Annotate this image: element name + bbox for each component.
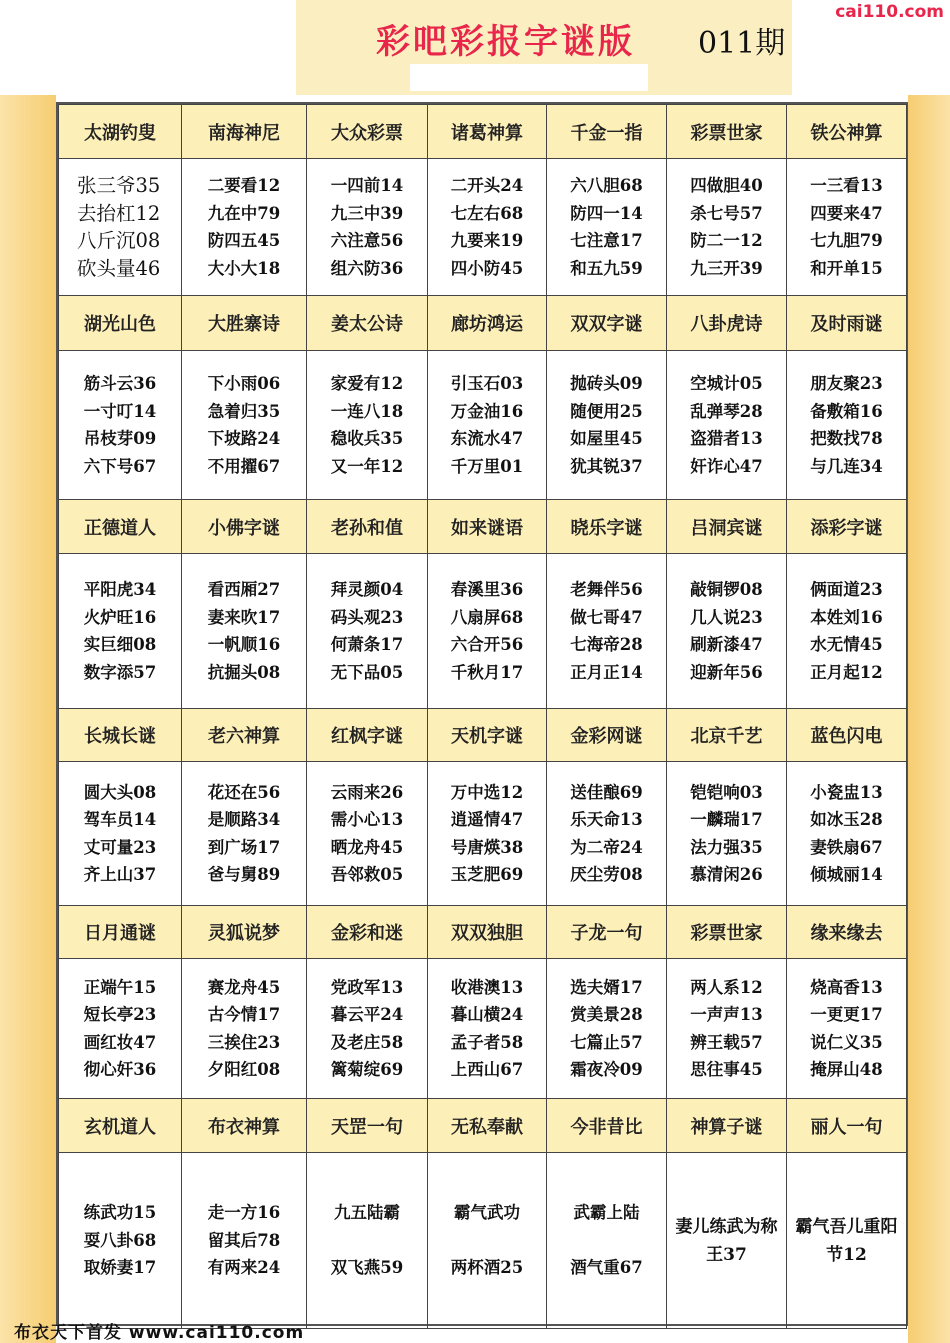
clue-line: 双飞燕59 [330,1258,404,1278]
clue-line: 妻儿练武为称王37 [675,1216,778,1265]
clue-cell [182,554,307,709]
clue-line: 上西山67 [450,1060,524,1079]
author-header: 诸葛神算 [428,105,547,159]
author-header: 天机字谜 [428,709,547,762]
clue-line: 花还在56 [207,782,281,802]
clue-line: 妻来吹17 [207,607,281,627]
footer-credit: 布衣天下首发 www.cai110.com [14,1323,305,1343]
clue-line: 慕清闲26 [690,865,763,884]
clue-line: 一帆顺16 [207,635,281,654]
section-clue-row [59,554,907,709]
clue-cell [59,959,182,1099]
clue-line: 小瓷盅13 [810,782,883,802]
clue-cell [428,1153,547,1329]
clue-line: 吊枝芽09 [83,429,157,448]
clue-line: 东流水47 [450,429,524,448]
clue-line: 一连八18 [330,401,404,421]
clue-line: 三挨住23 [207,1032,281,1052]
clue-line: 刷新漆47 [690,635,763,654]
clue-line: 本姓刘16 [810,607,883,627]
clue-line: 倾城丽14 [810,865,883,884]
author-header: 吕洞宾谜 [667,500,787,554]
clue-line: 正端午15 [83,977,157,997]
section-header-row [59,1099,907,1153]
clue-line: 暮云平24 [330,1005,404,1024]
clue-line: 两人系12 [690,977,763,997]
clue-cell [547,959,667,1099]
clue-line [311,1227,423,1255]
clue-line: 到广场17 [207,837,281,857]
clue-line: 几人说23 [690,607,763,627]
clue-line: 拜灵颜04 [330,580,404,599]
clue-line: 和五九59 [570,258,643,278]
clue-line: 迎新年56 [690,662,763,682]
clue-line: 又一年12 [330,456,404,476]
clue-line: 乐天命13 [570,810,643,829]
clue-line: 齐上山37 [83,865,157,884]
header-banner [296,0,792,95]
author-header: 蓝色闪电 [787,709,907,762]
clue-line: 法力强35 [690,837,763,857]
clue-line: 九五陆霸 [334,1203,400,1223]
clue-line: 晒龙舟45 [330,837,404,857]
clue-line: 如屋里45 [570,429,643,448]
clue-line: 逍遥情47 [450,810,524,829]
clue-line: 彻心奸36 [83,1060,157,1079]
clue-line: 张三爷35 [77,174,161,197]
clue-cell [547,1153,667,1329]
clue-line: 水无情45 [810,635,883,654]
clue-line: 防四一14 [570,203,643,223]
clue-line: 七注意17 [570,231,643,250]
clue-line: 吾邻救05 [330,865,404,884]
clue-line: 盗猎者13 [690,429,763,448]
clue-line: 奸诈心47 [690,456,763,476]
author-header: 红枫字谜 [307,709,428,762]
clue-line: 铠铠响03 [690,782,763,802]
clue-cell [307,762,428,906]
clue-line: 老舞伴56 [570,580,643,599]
clue-line: 乱弹琴28 [690,401,763,421]
clue-line: 做七哥47 [570,607,643,627]
clue-line: 去抬杠12 [77,201,161,225]
author-header: 彩票世家 [667,906,787,959]
author-header: 神算子谜 [667,1099,787,1153]
clue-line: 一四前14 [330,176,404,195]
clue-cell [59,351,182,500]
clue-line: 六合开56 [450,635,524,654]
clue-line: 无下品05 [330,662,404,682]
clue-line: 六下号67 [83,456,157,476]
clue-cell [787,159,907,296]
section-header-row [59,105,907,159]
clue-line: 党政军13 [330,977,404,997]
clue-line: 七海帝28 [570,635,643,654]
clue-line: 抛砖头09 [570,374,643,393]
author-header: 丽人一句 [787,1099,907,1153]
clue-line: 留其后78 [207,1230,281,1250]
author-header: 彩票世家 [667,105,787,159]
section-header-row [59,906,907,959]
clue-line: 耍八卦68 [83,1230,157,1250]
clue-line: 数字添57 [83,662,157,682]
clue-cell [307,159,428,296]
clue-line: 画红妆47 [83,1032,157,1052]
clue-cell [667,554,787,709]
clue-line: 急着归35 [207,401,281,421]
clue-cell [428,159,547,296]
author-header: 子龙一句 [547,906,667,959]
clue-line: 实巨细08 [83,635,157,654]
riddle-table [58,104,907,1329]
author-header: 双双字谜 [547,296,667,351]
clue-line: 码头观23 [330,607,404,627]
clue-line: 组六防36 [330,258,404,278]
clue-line: 夕阳红08 [207,1060,281,1079]
clue-line: 有两来24 [207,1258,281,1278]
clue-cell [547,554,667,709]
clue-line: 随便用25 [570,401,643,421]
author-header: 无私奉献 [428,1099,547,1153]
clue-line: 一更更17 [810,1005,883,1024]
author-header: 晓乐字谜 [547,500,667,554]
clue-line: 七篇止57 [570,1032,643,1052]
author-header: 湖光山色 [59,296,182,351]
section-clue-row [59,351,907,500]
clue-line: 俩面道23 [810,580,883,599]
author-header: 今非昔比 [547,1099,667,1153]
clue-line [432,1227,542,1255]
clue-line: 八斤沉08 [77,229,161,252]
clue-line: 下小雨06 [207,374,281,393]
clue-line: 选夫婿17 [570,977,643,997]
clue-line: 备敷箱16 [810,401,883,421]
clue-line: 七左右68 [450,203,524,223]
clue-cell [667,159,787,296]
clue-cell [428,554,547,709]
author-header: 金彩和迷 [307,906,428,959]
author-header: 双双独胆 [428,906,547,959]
page-title: 彩吧彩报字谜版 [376,22,635,62]
clue-line: 何萧条17 [330,635,404,654]
clue-line: 一寸叮14 [83,401,157,421]
clue-line: 四做胆40 [690,176,763,195]
clue-line: 一麟瑞17 [690,810,763,829]
clue-line: 四要来47 [810,203,883,223]
clue-line: 引玉石03 [450,374,524,393]
clue-cell [667,1153,787,1329]
clue-line: 送佳酿69 [570,782,643,802]
author-header: 大众彩票 [307,105,428,159]
clue-line: 辨王载57 [690,1032,763,1052]
clue-line: 及老庄58 [330,1032,404,1052]
clue-line: 砍头量46 [77,256,161,280]
clue-line: 把数找78 [810,429,883,448]
clue-line: 二开头24 [450,176,524,195]
clue-line: 爸与舅89 [207,865,281,884]
section-clue-row [59,959,907,1099]
site-logo-text: cai110.com [835,2,944,22]
clue-cell [787,1153,907,1329]
clue-cell [59,1153,182,1329]
header-blank-box [410,64,648,91]
clue-line: 杀七号57 [690,203,763,223]
clue-line: 正月正14 [570,662,643,682]
author-header: 及时雨谜 [787,296,907,351]
clue-cell [59,554,182,709]
author-header: 南海神尼 [182,105,307,159]
author-header: 玄机道人 [59,1099,182,1153]
clue-line: 万金油16 [450,401,524,421]
clue-line: 朋友聚23 [810,374,883,393]
clue-cell [182,1153,307,1329]
clue-line: 酒气重67 [570,1258,643,1278]
author-header: 如来谜语 [428,500,547,554]
clue-line: 敲铜锣08 [690,580,763,599]
author-header: 老孙和值 [307,500,428,554]
author-header: 小佛字谜 [182,500,307,554]
clue-cell [787,351,907,500]
clue-line: 看西厢27 [207,580,281,599]
clue-cell [428,762,547,906]
clue-line: 防四五45 [207,231,281,250]
left-gold-border [0,95,56,1343]
clue-cell [787,554,907,709]
clue-line: 四小防45 [450,258,524,278]
clue-cell [428,351,547,500]
clue-cell [547,762,667,906]
clue-line: 家爱有12 [330,374,404,393]
clue-line: 犹其锐37 [570,456,643,476]
clue-line: 霸气吾儿重阳节12 [795,1216,898,1265]
section-clue-row [59,1153,907,1329]
clue-cell [667,351,787,500]
clue-line: 和开单15 [810,258,883,278]
clue-line: 两杯酒25 [450,1258,524,1278]
clue-line: 大小大18 [207,258,281,278]
clue-line: 空城计05 [690,374,763,393]
clue-line: 暮山横24 [450,1005,524,1024]
clue-line: 一声声13 [690,1005,763,1024]
clue-line: 孟子者58 [450,1032,524,1052]
author-header: 添彩字谜 [787,500,907,554]
clue-line: 取娇妻17 [83,1258,157,1278]
author-header: 北京千艺 [667,709,787,762]
clue-cell [182,351,307,500]
author-header: 长城长谜 [59,709,182,762]
clue-cell [307,351,428,500]
clue-cell [547,159,667,296]
clue-line: 七九胆79 [810,231,883,250]
clue-line: 八扇屏68 [450,607,524,627]
clue-line: 圆大头08 [83,782,157,802]
clue-line: 走一方16 [207,1203,281,1223]
clue-line: 霸气武功 [454,1203,520,1223]
clue-line: 正月起12 [810,662,883,682]
riddle-table-panel [56,102,908,1326]
clue-line: 火炉旺16 [83,607,157,627]
author-header: 姜太公诗 [307,296,428,351]
clue-line: 九三开39 [690,258,763,278]
clue-cell [59,159,182,296]
clue-line: 收港澳13 [450,977,524,997]
clue-line: 六注意56 [330,231,404,250]
clue-line: 需小心13 [330,810,404,829]
author-header: 缘来缘去 [787,906,907,959]
author-header: 布衣神算 [182,1099,307,1153]
clue-line: 玉芝肥69 [450,865,524,884]
clue-line: 稳收兵35 [330,429,404,448]
clue-cell [667,959,787,1099]
author-header: 天罡一句 [307,1099,428,1153]
clue-line: 古今情17 [207,1005,281,1024]
clue-cell [307,1153,428,1329]
clue-line: 万中选12 [450,782,524,802]
clue-cell [307,959,428,1099]
section-clue-row [59,159,907,296]
clue-line: 云雨来26 [330,782,404,802]
clue-line: 号唐煐38 [450,837,524,857]
clue-cell [547,351,667,500]
author-header: 铁公神算 [787,105,907,159]
clue-cell [59,762,182,906]
clue-line: 赛龙舟45 [207,977,281,997]
author-header: 金彩网谜 [547,709,667,762]
clue-line: 平阳虎34 [83,580,157,599]
clue-line: 烧高香13 [810,977,883,997]
author-header: 日月通谜 [59,906,182,959]
author-header: 八卦虎诗 [667,296,787,351]
clue-line: 千秋月17 [450,662,524,682]
author-header: 老六神算 [182,709,307,762]
clue-line: 九要来19 [450,231,524,250]
clue-cell [787,959,907,1099]
author-header: 灵狐说梦 [182,906,307,959]
clue-line: 六八胆68 [570,176,643,195]
author-header: 千金一指 [547,105,667,159]
clue-line: 是顺路34 [207,810,281,829]
clue-line: 说仁义35 [810,1032,883,1052]
clue-line: 九三中39 [330,203,404,223]
clue-line: 掩屏山48 [810,1060,883,1079]
clue-line: 不用擢67 [207,456,281,476]
clue-line: 篱菊绽69 [330,1060,404,1079]
clue-line: 下坡路24 [207,429,281,448]
clue-line: 与几连34 [810,456,883,476]
author-header: 大胜寨诗 [182,296,307,351]
clue-line: 短长亭23 [83,1005,157,1024]
author-header: 太湖钓叟 [59,105,182,159]
clue-cell [307,554,428,709]
clue-cell [667,762,787,906]
section-header-row [59,709,907,762]
clue-line: 霜夜冷09 [570,1060,643,1079]
clue-line: 妻铁扇67 [810,837,883,857]
issue-number: 011期 [698,26,786,61]
clue-cell [182,762,307,906]
clue-line: 防二一12 [690,231,763,250]
clue-cell [182,159,307,296]
clue-line: 武霸上陆 [573,1203,640,1223]
clue-line [551,1227,662,1255]
section-header-row [59,296,907,351]
clue-line: 厌尘劳08 [570,865,643,884]
clue-line: 九在中79 [207,203,281,223]
clue-line: 思往事45 [690,1060,763,1079]
section-header-row [59,500,907,554]
clue-line: 抗掘头08 [207,662,281,682]
clue-line: 千万里01 [450,456,524,476]
right-gold-border [908,95,950,1343]
clue-line: 一三看13 [810,176,883,195]
clue-line: 筋斗云36 [83,374,157,393]
clue-cell [182,959,307,1099]
clue-line: 赏美景28 [570,1005,643,1024]
clue-line: 如冰玉28 [810,810,883,829]
clue-line: 春溪里36 [450,580,524,599]
clue-cell [787,762,907,906]
author-header: 廊坊鸿运 [428,296,547,351]
section-clue-row [59,762,907,906]
author-header: 正德道人 [59,500,182,554]
clue-line: 为二帝24 [570,837,643,857]
clue-line: 驾车员14 [83,810,157,829]
clue-line: 丈可量23 [83,837,157,857]
clue-cell [428,959,547,1099]
clue-line: 二要看12 [207,176,281,195]
clue-line: 练武功15 [83,1203,157,1223]
